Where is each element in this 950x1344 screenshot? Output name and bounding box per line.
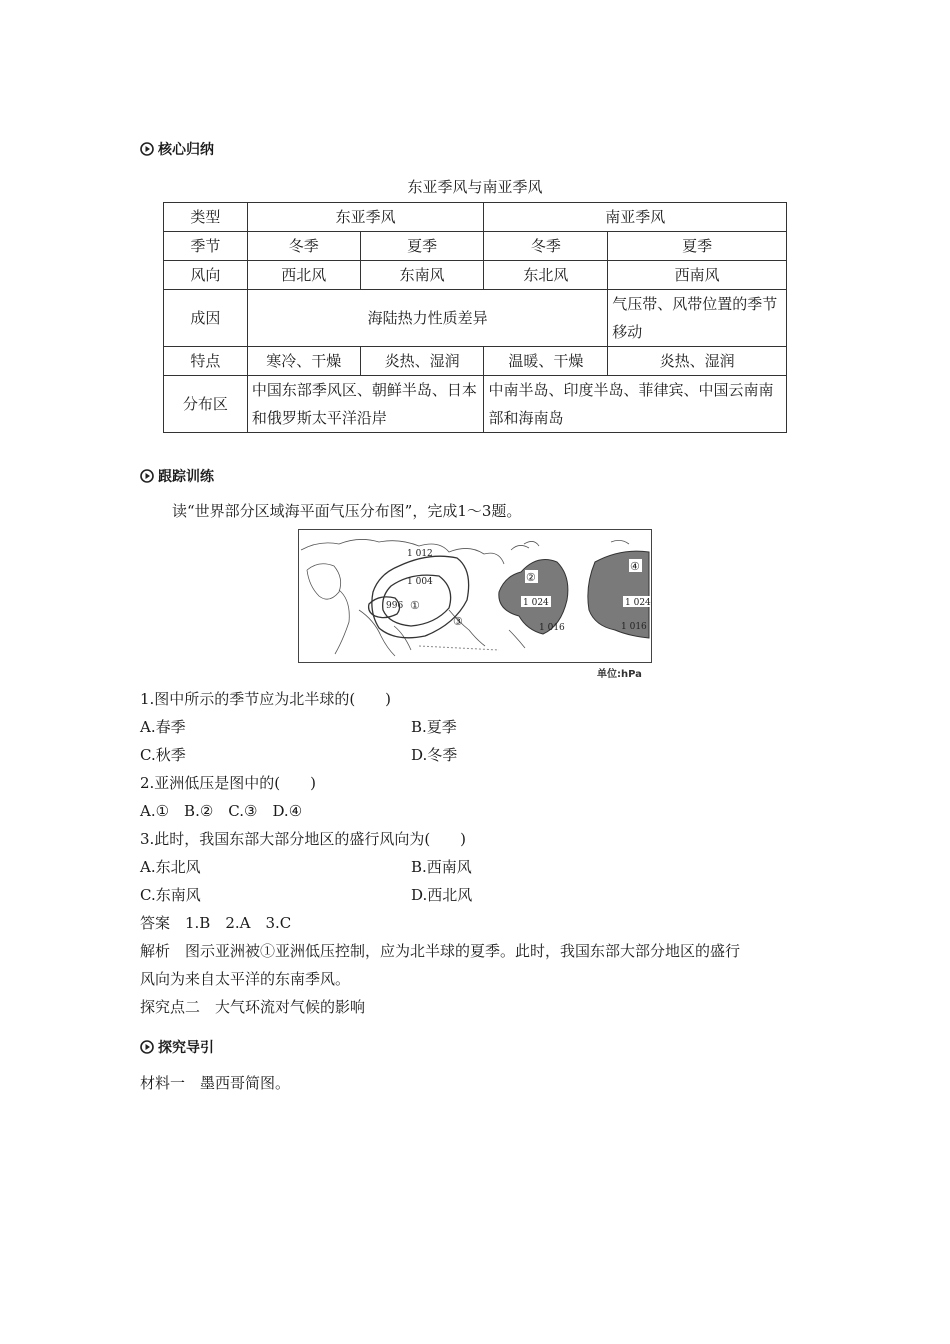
table-cell: 特点: [164, 347, 248, 376]
isobar-label-1024-atlantic: 1 024: [625, 598, 651, 608]
isobar-label-1016-pacific: 1 016: [539, 623, 565, 633]
isobar-label-1012: 1 012: [407, 549, 433, 559]
question-2-options: A.① B.② C.③ D.④: [140, 802, 303, 820]
pressure-map: [298, 529, 652, 663]
answer-line: 答案 1.B 2.A 3.C: [140, 914, 292, 932]
isobar-label-1016-atlantic: 1 016: [621, 622, 647, 632]
question-1-stem: 1.图中所示的季节应为北半球的( ): [140, 690, 392, 708]
question-1-option-d: D.冬季: [411, 746, 458, 764]
isobar-label-1004: 1 004: [407, 577, 433, 587]
table-cell: 冬季: [484, 232, 608, 261]
question-3-option-d: D.西北风: [411, 886, 473, 904]
section-title: 核心归纳: [158, 142, 214, 158]
question-3-option-b: B.西南风: [411, 858, 472, 876]
table-cell: 风向: [164, 261, 248, 290]
table-cell: 冬季: [247, 232, 360, 261]
table-row: [164, 203, 787, 232]
table-row: [164, 261, 787, 290]
isobar-label-996: 996: [386, 601, 404, 611]
table-cell: 类型: [164, 203, 248, 232]
table-cell: 温暖、干燥: [484, 347, 608, 376]
question-2-stem: 2.亚洲低压是图中的( ): [140, 774, 317, 792]
table-cell: 东南风: [360, 261, 484, 290]
table-row: [164, 376, 787, 433]
question-1-option-b: B.夏季: [411, 718, 457, 736]
table-cell: 南亚季风: [484, 203, 787, 232]
table-cell: 中国东部季风区、朝鲜半岛、日本和俄罗斯太平洋沿岸: [247, 376, 484, 433]
monsoon-table: [163, 202, 787, 433]
map-unit-label: 单位:hPa: [597, 669, 642, 680]
table-cell: 夏季: [608, 232, 787, 261]
material-1: 材料一 墨西哥简图。: [140, 1074, 291, 1092]
marker-1: ①: [410, 599, 420, 612]
question-3-option-c: C.东南风: [140, 886, 201, 904]
table-cell: 季节: [164, 232, 248, 261]
table-row: [164, 232, 787, 261]
inquiry-point-2: 探究点二 大气环流对气候的影响: [140, 998, 366, 1016]
marker-3: ③: [453, 615, 463, 628]
section-header-practice: [140, 466, 214, 486]
marker-4: ④: [630, 560, 640, 573]
question-3-option-a: A.东北风: [140, 858, 201, 876]
question-intro: 读“世界部分区域海平面气压分布图”，完成1～3题。: [172, 502, 522, 520]
table-cell: 分布区: [164, 376, 248, 433]
table-cell: 成因: [164, 290, 248, 347]
play-circle-icon: [140, 142, 154, 156]
marker-2: ②: [526, 571, 536, 584]
table-cell: 夏季: [360, 232, 484, 261]
question-3-stem: 3.此时，我国东部大部分地区的盛行风向为( ): [140, 830, 467, 848]
table-cell: 气压带、风带位置的季节移动: [608, 290, 787, 347]
table-cell: 东北风: [484, 261, 608, 290]
section-title: 探究导引: [158, 1040, 214, 1056]
question-1-option-a: A.春季: [140, 718, 186, 736]
isobar-label-1024-pacific: 1 024: [523, 598, 549, 608]
table-cell: 中南半岛、印度半岛、菲律宾、中国云南南部和海南岛: [484, 376, 787, 433]
question-1-option-c: C.秋季: [140, 746, 186, 764]
table-cell: 寒冷、干燥: [247, 347, 360, 376]
table-cell: 东亚季风: [247, 203, 484, 232]
table-cell: 海陆热力性质差异: [247, 290, 607, 347]
table-cell: 西北风: [247, 261, 360, 290]
play-circle-icon: [140, 1040, 154, 1054]
table-caption: 东亚季风与南亚季风: [407, 178, 543, 196]
table-cell: 炎热、湿润: [608, 347, 787, 376]
table-cell: 炎热、湿润: [360, 347, 484, 376]
analysis-line-2: 风向为来自太平洋的东南季风。: [140, 970, 351, 988]
play-circle-icon: [140, 469, 154, 483]
table-cell: 西南风: [608, 261, 787, 290]
section-header-guide: [140, 1037, 214, 1057]
section-title: 跟踪训练: [158, 469, 214, 485]
section-header-core: [140, 139, 214, 159]
pressure-map-figure: [299, 530, 651, 662]
table-row: [164, 290, 787, 347]
analysis-line-1: 解析 图示亚洲被①亚洲低压控制，应为北半球的夏季。此时，我国东部大部分地区的盛行: [140, 942, 741, 960]
table-row: [164, 347, 787, 376]
